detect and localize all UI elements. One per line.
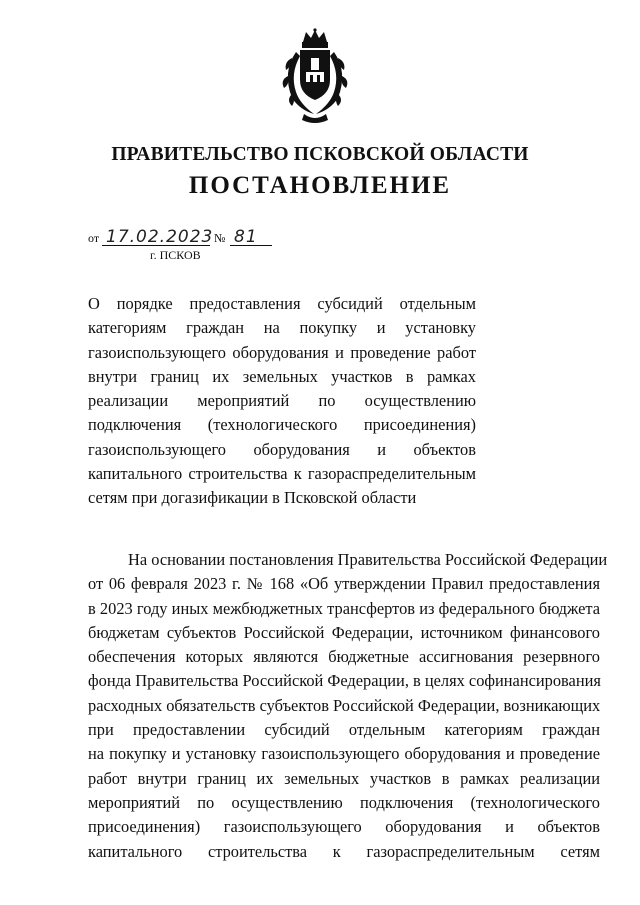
number-label: № [214,231,226,245]
body-line: присоединения) газоиспользующего оборудования и объектов [88,817,600,837]
body-line: от 06 февраля 2023 г. № 168 «Об утверждении Правил предоставления [88,574,600,594]
date-label: от [88,231,100,245]
government-title: ПРАВИТЕЛЬСТВО ПСКОВСКОЙ ОБЛАСТИ [111,144,529,165]
subject-line: реализации мероприятий по осуществлению [88,391,476,411]
body-line: На основании постановления Правительства Российской Федерации [128,550,608,569]
number-handwritten: 81 [234,227,258,247]
body-line: мероприятий по осуществлению подключения (технологического [88,792,600,812]
subject-line: газоиспользующего оборудования и проведение работ [88,342,476,362]
body-line: бюджетам субъектов Российской Федерации, источником финансового [88,622,600,642]
coat-of-arms-emblem [270,28,360,124]
document-body [88,548,608,864]
date-handwritten: 17.02.2023 [106,227,214,247]
subject-line: подключения (технологического присоединения) [88,415,476,435]
subject-line: сетям при догазификации в Псковской области [88,488,417,508]
document-subject [88,292,476,511]
subject-line: газоиспользующего оборудования и объектов [88,439,476,459]
body-line: при предоставлении субсидий отдельным категориям граждан [88,720,600,740]
subject-line: категориям граждан на покупку и установку [88,318,476,338]
body-line: в 2023 году иных межбюджетных трансфертов из федерального бюджета [88,598,600,618]
body-line: капитального строительства к газораспределительным сетям [88,841,600,861]
document-meta-row [88,228,388,250]
body-line: работ внутри границ их земельных участков в рамках реализации [88,768,600,788]
body-line: фонда Правительства Российской Федерации, в целях софинансирования [88,671,601,691]
subject-line: капитального строительства к газораспределительным [88,464,476,484]
subject-line: О порядке предоставления субсидий отдельным [88,294,476,313]
body-line: расходных обязательств субъектов Российской Федерации, возникающих [88,695,601,715]
subject-line: внутри границ их земельных участков в рамках [88,366,476,386]
body-line: обеспечения которых являются бюджетные ассигнования резервного [88,647,600,667]
document-type-heading: ПОСТАНОВЛЕНИЕ [188,172,452,199]
city-label: г. ПСКОВ [150,248,201,262]
body-line: на покупку и установку газоиспользующего оборудования и проведение [88,744,600,764]
